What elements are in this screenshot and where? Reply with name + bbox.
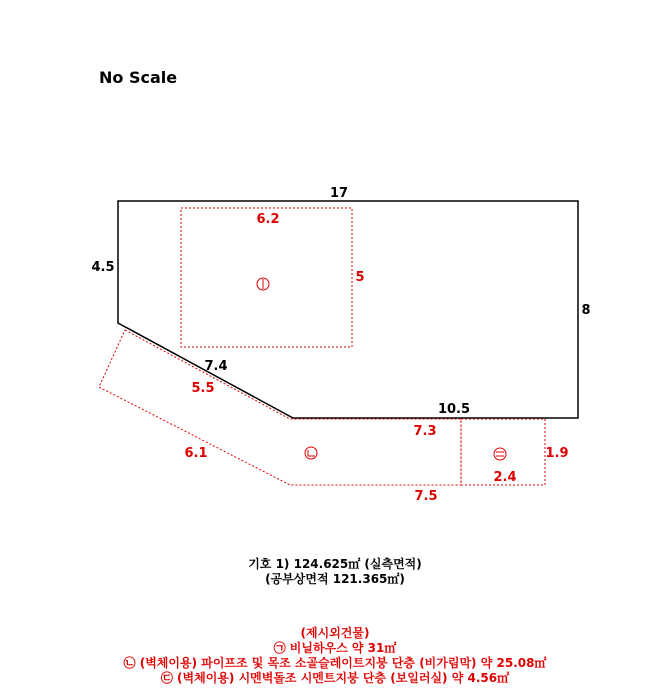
dim-right: 8 [581,303,591,318]
dim-b1-width: 6.2 [256,212,280,227]
dim-b2-upper: 5.5 [191,381,215,396]
building-3-marker [494,448,506,460]
existing-item-3: ㉢ (벽체이용) 시멘벽돌조 시멘트지붕 단층 (보일러실) 약 4.56㎡ [160,671,510,685]
building-1-outline [181,208,352,347]
dim-top: 17 [329,186,349,201]
dim-diagonal: 7.4 [204,359,228,374]
existing-title: (제시외건물) [300,626,370,640]
no-scale-label: No Scale [99,68,178,87]
legend-line-1: 기호 1) 124.625㎡ (실측면적) [248,557,422,571]
parcel-boundary [118,201,578,418]
legend-line-2: (공부상면적 121.365㎡) [265,572,405,586]
dim-b2-left: 6.1 [184,446,208,461]
dim-bottom: 10.5 [437,402,471,417]
existing-item-1: ㉠ 비닐하우스 약 31㎡ [273,641,397,655]
building-2-marker [305,447,317,459]
area-legend [0,557,670,587]
dim-b2-top: 7.3 [413,424,437,439]
existing-item-2: ㉡ (벽체이용) 파이프조 및 목조 소골슬레이트지붕 단층 (비가림막) 약 25.08㎡ [123,656,547,670]
dim-b1-height: 5 [355,270,365,285]
dim-b3-height: 1.9 [545,446,569,461]
dim-left: 4.5 [91,260,115,275]
dim-b3-width: 2.4 [493,470,517,485]
building-2-outline [99,330,461,485]
dim-b2-bottom: 7.5 [414,489,438,504]
existing-buildings-notes [0,626,670,686]
